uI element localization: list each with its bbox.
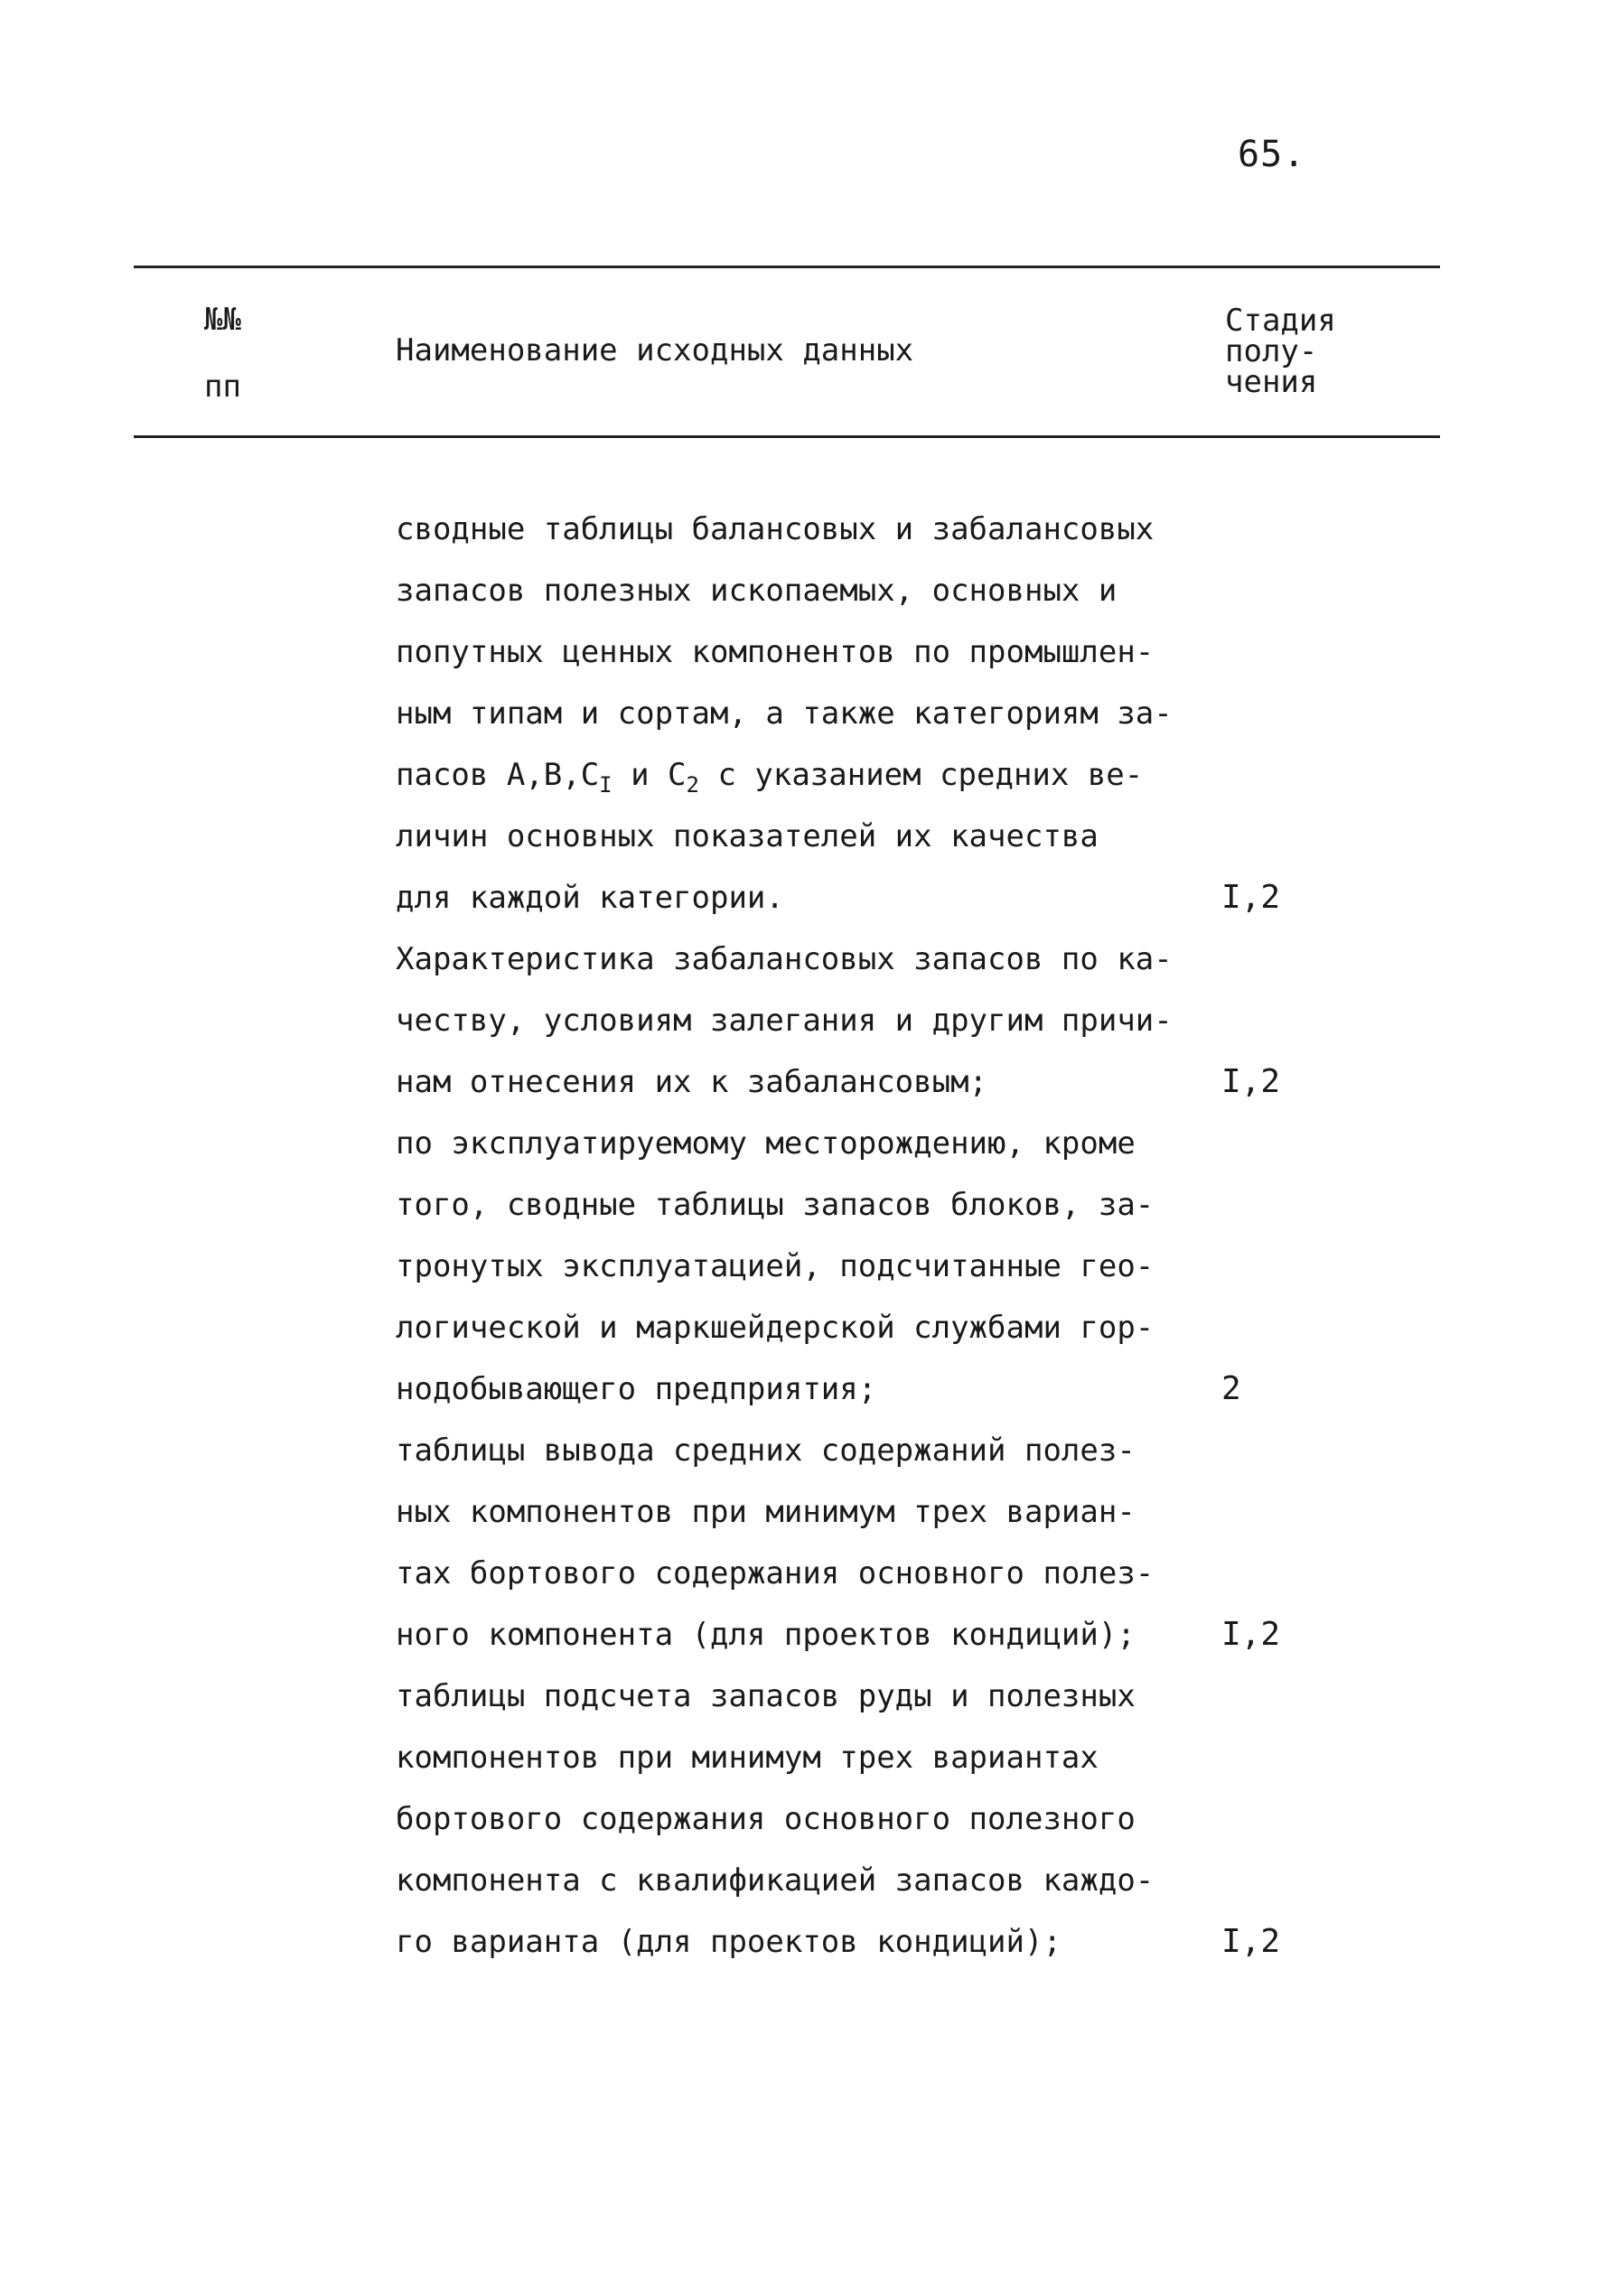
stage-value: I,2 xyxy=(1221,1063,1281,1100)
text-line: таблицы подсчета запасов руды и полезных xyxy=(396,1678,1136,1714)
text-line: таблицы вывода средних содержаний полез- xyxy=(396,1433,1136,1469)
subscript-2: 2 xyxy=(686,771,699,798)
text-line: тронутых эксплуатацией, подсчитанные гео- xyxy=(396,1248,1155,1284)
stage-value: 2 xyxy=(1221,1370,1241,1407)
line5-suffix: с указанием средних ве- xyxy=(698,757,1144,793)
text-line: запасов полезных ископаемых, основных и xyxy=(396,573,1118,609)
text-line: Характеристика забалансовых запасов по ка- xyxy=(396,941,1173,977)
text-line: для каждой категории. xyxy=(396,880,784,916)
line5-mid: и С xyxy=(612,757,687,793)
text-line: компонентов при минимум трех вариантах xyxy=(396,1740,1099,1776)
stage-value: I,2 xyxy=(1221,1616,1281,1653)
header-number-line2: пп xyxy=(204,369,241,405)
header-stage-line2: полу- xyxy=(1225,333,1318,369)
stage-value: I,2 xyxy=(1221,879,1281,916)
header-number-column xyxy=(204,302,276,405)
text-line: нодобывающего предприятия; xyxy=(396,1371,877,1407)
text-line: бортового содержания основного полезного xyxy=(396,1801,1136,1837)
text-line: ного компонента (для проектов кондиций); xyxy=(396,1617,1136,1653)
text-line: тах бортового содержания основного полез- xyxy=(396,1555,1155,1591)
stage-value: I,2 xyxy=(1221,1923,1281,1960)
header-stage-line3: чения xyxy=(1225,364,1318,400)
text-line: сводные таблицы балансовых и забалансовых xyxy=(396,511,1155,547)
text-line: личин основных показателей их качества xyxy=(396,818,1099,854)
header-top-rule xyxy=(134,266,1440,268)
header-bottom-rule xyxy=(134,435,1440,438)
text-line: го варианта (для проектов кондиций); xyxy=(396,1924,1062,1960)
body-text xyxy=(396,499,1299,1973)
text-line-with-subscripts xyxy=(396,744,1299,806)
header-stage-line1: Стадия xyxy=(1225,303,1336,339)
subscript-1: I xyxy=(599,771,613,798)
text-line: логической и маркшейдерской службами гор- xyxy=(396,1310,1155,1346)
text-line: честву, условиям залегания и другим причи- xyxy=(396,1003,1173,1039)
text-line: нам отнесения их к забалансовым; xyxy=(396,1064,988,1100)
header-number-line1: №№ xyxy=(204,302,241,338)
page-number: 65. xyxy=(1238,134,1306,175)
line5-prefix: пасов А,В,С xyxy=(396,757,600,793)
text-line: попутных ценных компонентов по промышлен- xyxy=(396,634,1155,670)
text-line: ных компонентов при минимум трех вариан- xyxy=(396,1494,1136,1530)
header-stage-column xyxy=(1225,303,1388,400)
text-line: компонента с квалификацией запасов каждо- xyxy=(396,1862,1155,1899)
text-line: ным типам и сортам, а также категориям за- xyxy=(396,695,1173,732)
text-line: по эксплуатируемому месторождению, кроме xyxy=(396,1125,1136,1162)
header-name-column: Наименование исходных данных xyxy=(396,332,914,369)
text-line: того, сводные таблицы запасов блоков, за- xyxy=(396,1187,1155,1223)
